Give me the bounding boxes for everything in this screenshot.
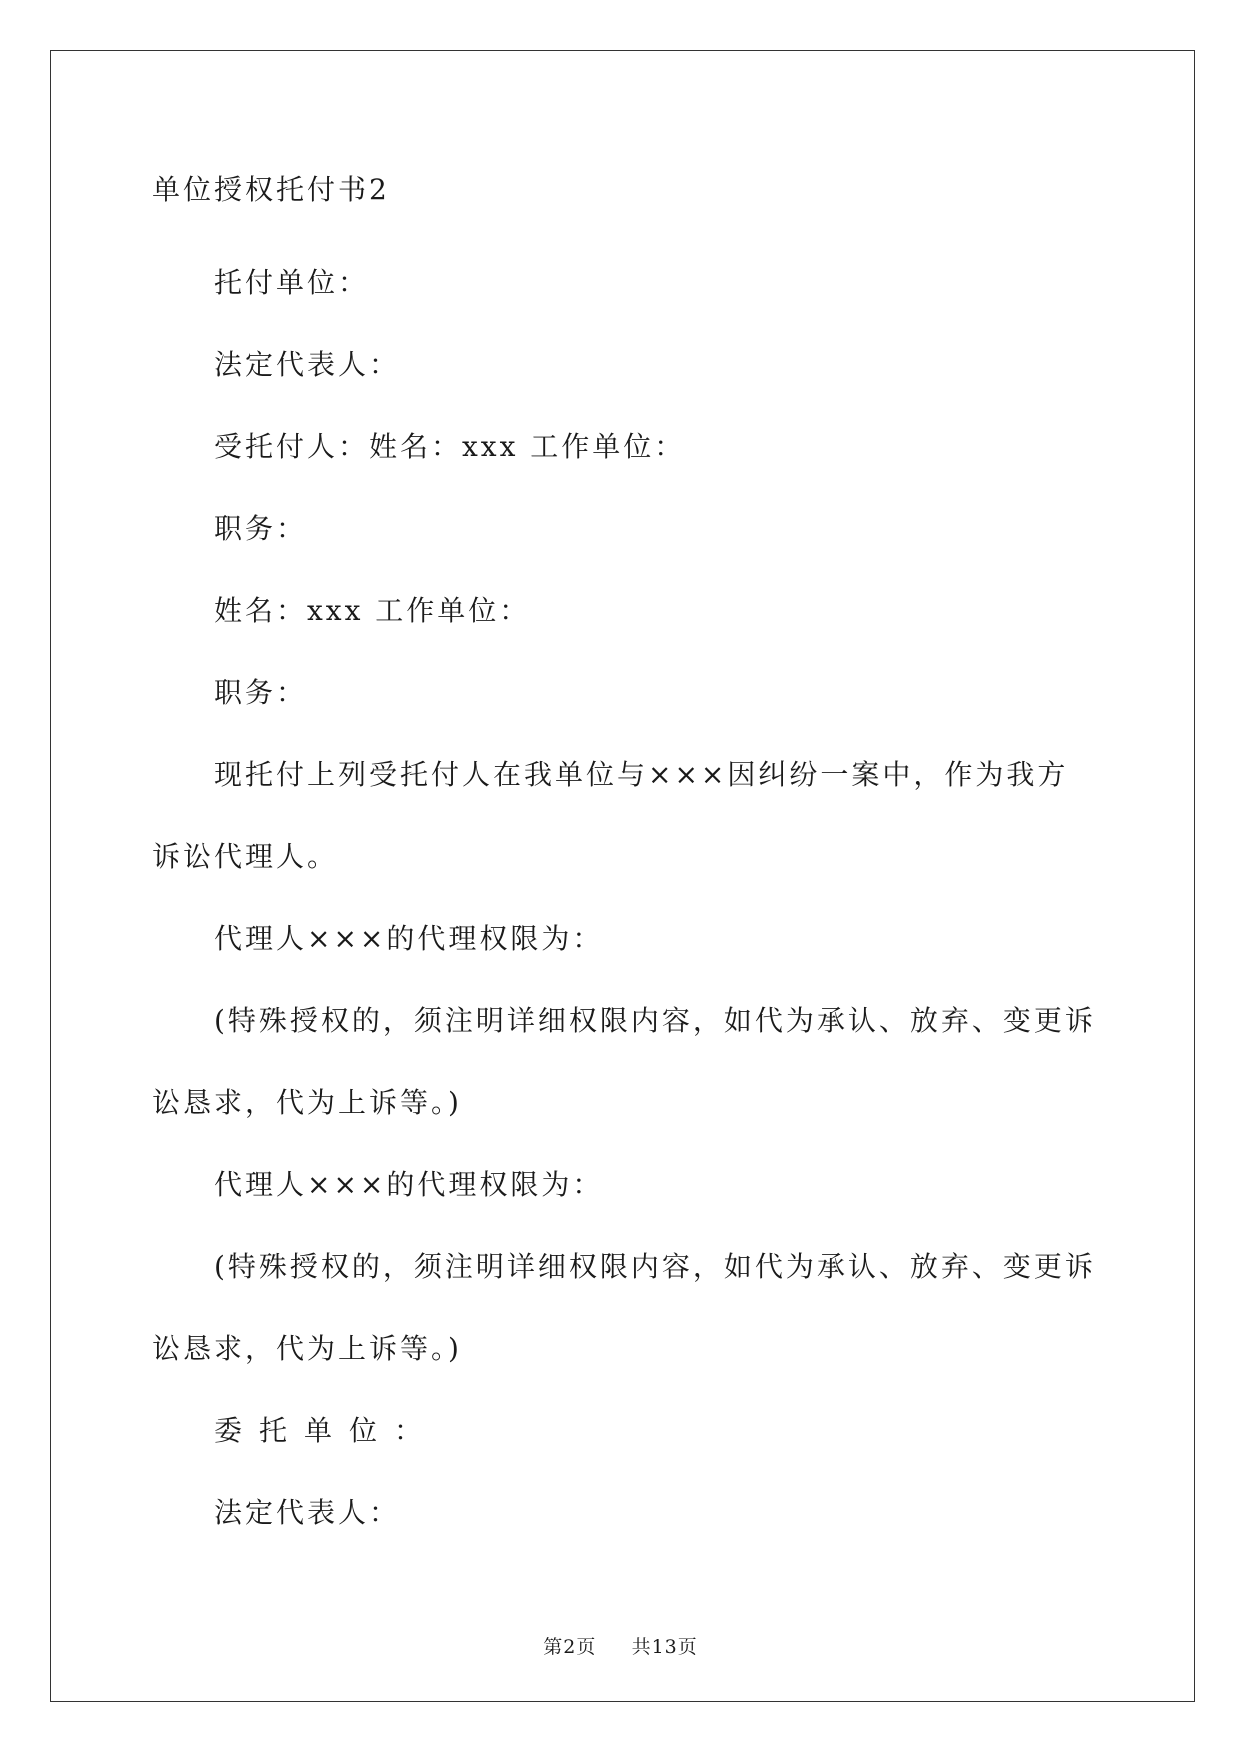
paragraph-line: (特殊授权的，须注明详细权限内容，如代为承认、放弃、变更诉 (214, 1004, 1096, 1037)
name-line: 姓名：xxx 工作单位： (214, 594, 531, 627)
position-line: 职务： (214, 512, 308, 545)
page-total: 共13页 (631, 1636, 698, 1658)
entrusting-unit-line: 托付单位： (214, 266, 370, 299)
trustee-line: 受托付人：姓名：xxx 工作单位： (214, 430, 686, 463)
document-body (152, 160, 1096, 1554)
paragraph-line: 讼恳求，代为上诉等。) (152, 1086, 462, 1119)
page-number: 第2页 (543, 1636, 597, 1658)
paragraph-line: (特殊授权的，须注明详细权限内容，如代为承认、放弃、变更诉 (214, 1250, 1096, 1283)
signing-representative-line: 法定代表人： (214, 1496, 401, 1529)
legal-representative-line: 法定代表人： (214, 348, 401, 381)
agent-authority-line: 代理人×××的代理权限为： (214, 1168, 604, 1201)
paragraph-line: 现托付上列受托付人在我单位与×××因纠纷一案中，作为我方 (214, 758, 1069, 791)
position-line: 职务： (214, 676, 308, 709)
page-footer (0, 1632, 1241, 1659)
signing-unit-line: 委托单位： (214, 1414, 440, 1447)
agent-authority-line: 代理人×××的代理权限为： (214, 922, 604, 955)
paragraph-line: 诉讼代理人。 (152, 840, 339, 873)
paragraph-line: 讼恳求，代为上诉等。) (152, 1332, 462, 1365)
document-title: 单位授权托付书2 (152, 173, 390, 206)
